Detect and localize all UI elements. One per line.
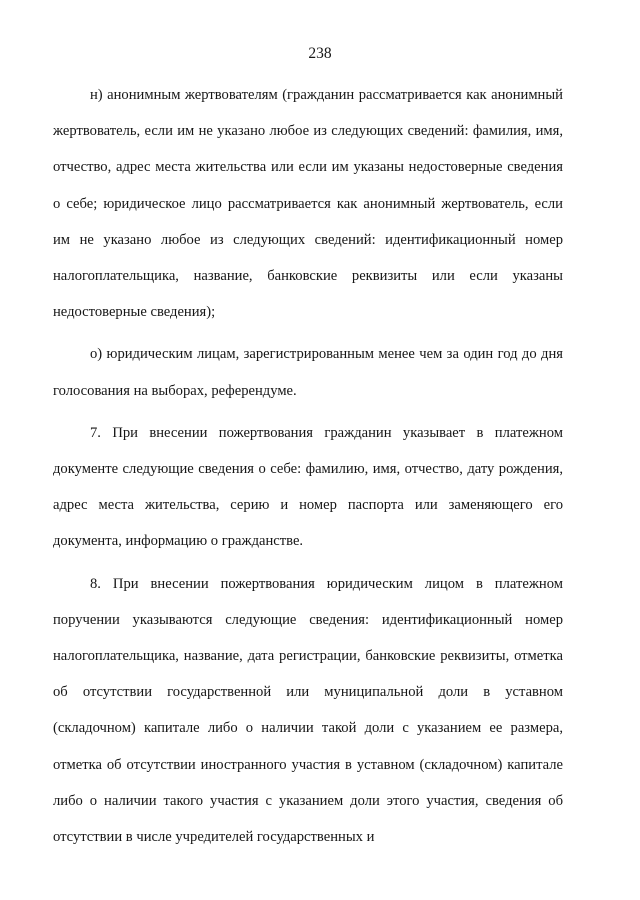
paragraph-7-citizen-donation: 7. При внесении пожертвования гражданин указывает в платежном документе следующие сведения о себе: фамилию, имя, отчество, дату рождения, адрес места жительства, серию и номер паспорта или заменяющего его документа, информацию о гражданстве. [53,424,563,550]
paragraph-o-legal-entities: о) юридическим лицам, зарегистрированным менее чем за один год до дня голосования на выборах, референдуме. [53,346,563,399]
document-body [53,77,563,861]
page-number: 238 [308,45,332,62]
paragraph-8-legal-entity-donation: 8. При внесении пожертвования юридическим лицом в платежном поручении указываются следующие сведения: идентификационный номер налогоплательщика, название, дата регистрации, банковские реквизиты, отметка об отсутствии государственной или муниципальной доли в уставном (складочном) капитале либо о наличии такой доли с указанием ее размера, отметка об отсутствии иностранного участия в уставном (складочном) капитале либо о наличии такого участия с указанием доли этого участия, сведения об отсутствии в числе учредителей государственных и [53,575,563,846]
paragraph-n-anonymous-donors: н) анонимным жертвователям (гражданин рассматривается как анонимный жертвователь, если им не указано любое из следующих сведений: фамилия, имя, отчество, адрес места жительства или если им указаны недостоверные сведения о себе; юридическое лицо рассматривается как анонимный жертвователь, если им не указано любое из следующих сведений: идентификационный номер налогоплательщика, название, банковские реквизиты или если указаны недостоверные сведения); [53,87,563,321]
